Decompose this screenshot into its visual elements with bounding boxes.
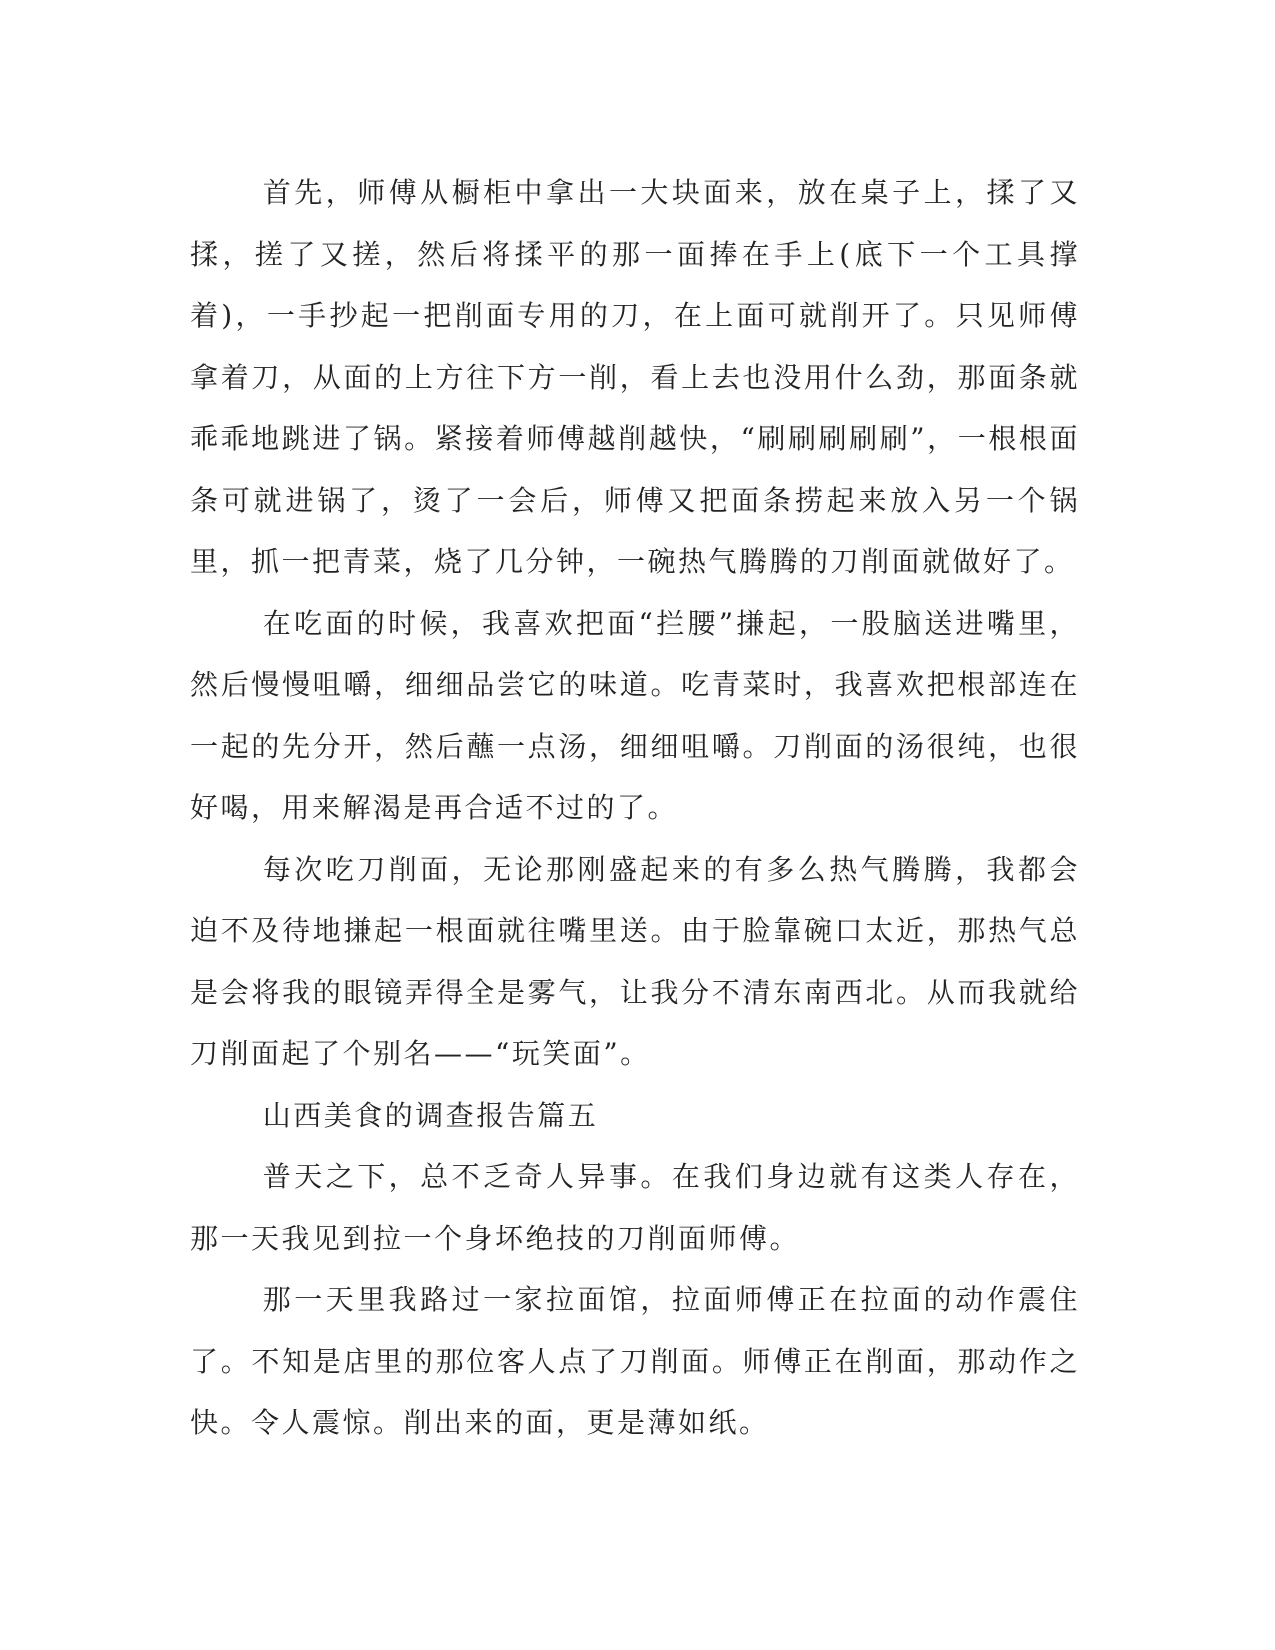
paragraph-noodle-shop: 那一天里我路过一家拉面馆，拉面师傅正在拉面的动作震住了。不知是店里的那位客人点了刀削面。师傅正在削面，那动作之快。令人震惊。削出来的面，更是薄如纸。 — [190, 1283, 1080, 1439]
paragraph-eating-noodles: 在吃面的时候，我喜欢把面“拦腰”搛起，一股脑送进嘴里，然后慢慢咀嚼，细细品尝它的味道。吃青菜时，我喜欢把根部连在一起的先分开，然后蘸一点汤，细细咀嚼。刀削面的汤很纯，也很好喝，用来解渴是再合适不过的了。 — [190, 606, 1080, 824]
paragraph-intro-master: 普天之下，总不乏奇人异事。在我们身边就有这类人存在，那一天我见到拉一个身坏绝技的刀削面师傅。 — [190, 1160, 1080, 1255]
paragraph-nickname: 每次吃刀削面，无论那刚盛起来的有多么热气腾腾，我都会迫不及待地搛起一根面就往嘴里送。由于脸靠碗口太近，那热气总是会将我的眼镜弄得全是雾气，让我分不清东南西北。从而我就给刀削面起了个别名——“玩笑面”。 — [190, 852, 1080, 1070]
section-heading: 山西美食的调查报告篇五 — [262, 1098, 599, 1132]
paragraph-noodle-making: 首先，师傅从橱柜中拿出一大块面来，放在桌子上，揉了又揉，搓了又搓，然后将揉平的那一面捧在手上(底下一个工具撑着)，一手抄起一把削面专用的刀，在上面可就削开了。只见师傅拿着刀，从面的上方往下方一削，看上去也没用什么劲，那面条就乖乖地跳进了锅。紧接着师傅越削越快，“刷刷刷刷刷”，一根根面条可就进锅了，烫了一会后，师傅又把面条捞起来放入另一个锅里，抓一把青菜，烧了几分钟，一碗热气腾腾的刀削面就做好了。 — [190, 176, 1080, 578]
document-body — [190, 162, 1080, 1454]
